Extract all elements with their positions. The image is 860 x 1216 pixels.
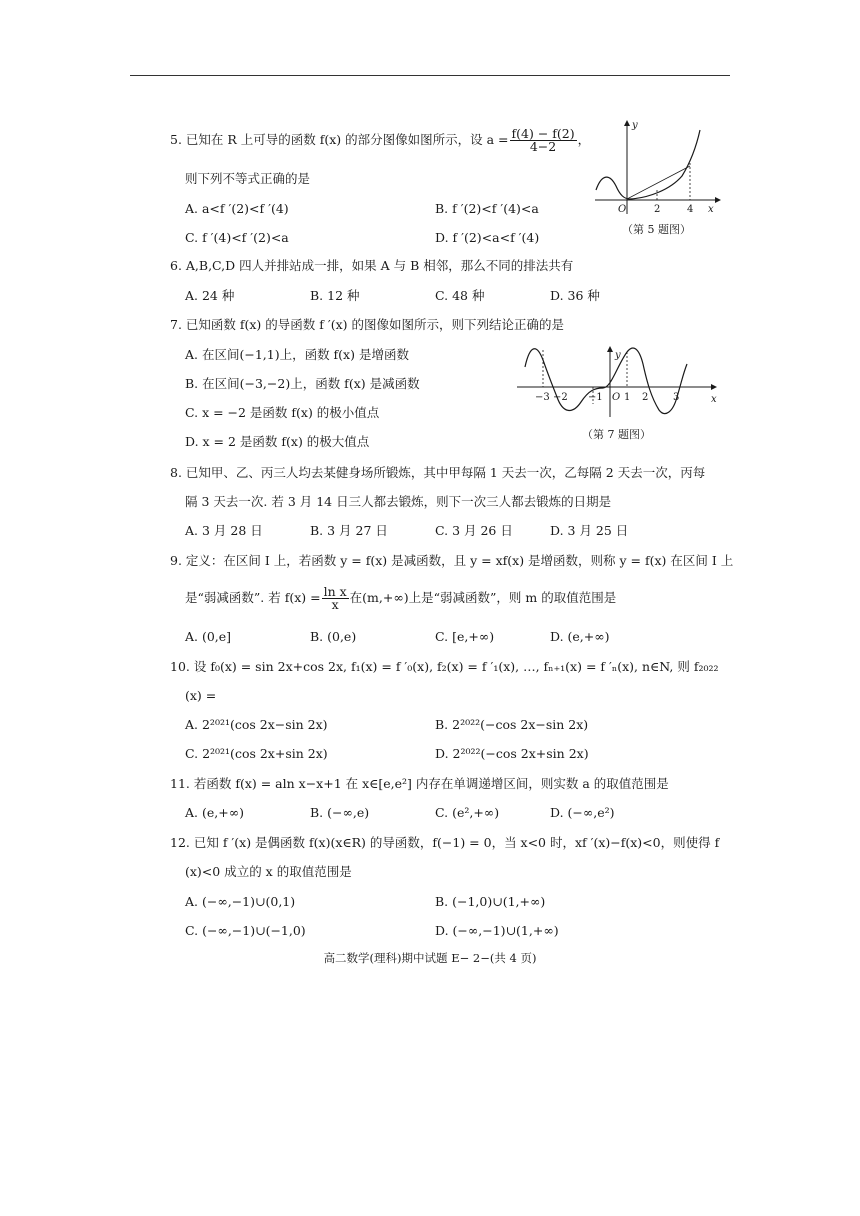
q6-stem: 6. A,B,C,D 四人并排站成一排，如果 A 与 B 相邻，那么不同的排法共有 (170, 258, 574, 273)
q7-x-arrow-icon (711, 384, 717, 390)
q7-option-d: D. x = 2 是函数 f(x) 的极大值点 (185, 434, 370, 449)
q12-option-b: B. (−1,0)∪(1,+∞) (435, 894, 546, 909)
q10-line2: (x) = (185, 688, 217, 703)
q5-tick-2: 2 (654, 204, 661, 215)
q5-curve (596, 130, 700, 199)
q7-tick-3: 3 (673, 392, 680, 403)
q6-option-b: B. 12 种 (310, 288, 360, 303)
q5-option-c: C. f ′(4)<f ′(2)<a (185, 230, 289, 245)
q5-stem-comma: ， (577, 132, 591, 147)
q9-line1: 9. 定义：在区间 I 上，若函数 y = f(x) 是减函数，且 y = xf(x) 是增函数，则称 y = f(x) 在区间 I 上 (170, 553, 734, 568)
q5-figure (590, 118, 725, 218)
q11-option-b: B. (−∞,e) (310, 805, 370, 820)
q10-line1: 10. 设 f₀(x) = sin 2x+cos 2x, f₁(x) = f ′₀(x), f₂(x) = f ′₁(x), …, fₙ₊₁(x) = f ′ₙ(x), n∈N, 则 f₂₀₂₂ (170, 659, 719, 674)
q7-label-origin: O (612, 392, 621, 403)
q6-option-a: A. 24 种 (185, 288, 235, 303)
q5-tick-4: 4 (687, 204, 694, 215)
q5-secant (627, 166, 690, 199)
q8-option-b: B. 3 月 27 日 (310, 523, 388, 538)
q10-option-a: A. 2²⁰²¹(cos 2x−sin 2x) (185, 717, 328, 732)
q8-option-d: D. 3 月 25 日 (550, 523, 629, 538)
q5-frac-den: 4−2 (529, 139, 557, 154)
q7-label-x: x (711, 394, 717, 405)
q11-option-c: C. (e²,+∞) (435, 805, 500, 820)
q12-line1: 12. 已知 f ′(x) 是偶函数 f(x)(x∈R) 的导函数，f(−1) = 0，当 x<0 时，xf ′(x)−f(x)<0，则使得 f (170, 835, 720, 850)
q9-option-b: B. (0,e) (310, 629, 357, 644)
q5-option-b: B. f ′(2)<f ′(4)<a (435, 201, 539, 216)
page-footer: 高二数学(理科)期中试题 E− 2−(共 4 页) (323, 951, 537, 965)
q10-option-c: C. 2²⁰²¹(cos 2x+sin 2x) (185, 746, 328, 761)
q5-option-a: A. a<f ′(2)<f ′(4) (185, 201, 289, 216)
q7-option-b: B. 在区间(−3,−2)上，函数 f(x) 是减函数 (185, 376, 420, 391)
q7-stem: 7. 已知函数 f(x) 的导函数 f ′(x) 的图像如图所示，则下列结论正确的是 (170, 317, 564, 332)
q11-option-d: D. (−∞,e²) (550, 805, 615, 820)
q9-line2 (185, 586, 616, 611)
q6-option-d: D. 36 种 (550, 288, 600, 303)
q7-tick-2: 2 (642, 392, 649, 403)
q7-option-c: C. x = −2 是函数 f(x) 的极小值点 (185, 405, 380, 420)
q9-frac-num: ln x (323, 584, 347, 599)
q10-option-d: D. 2²⁰²²(−cos 2x+sin 2x) (435, 746, 589, 761)
q5-frac-num: f(4) − f(2) (511, 126, 575, 141)
q5-option-d: D. f ′(2)<a<f ′(4) (435, 230, 540, 245)
q9-option-a: A. (0,e] (185, 629, 232, 644)
q8-line2: 隔 3 天去一次. 若 3 月 14 日三人都去锻炼，则下一次三人都去锻炼的日期是 (185, 494, 612, 509)
q7-tick-neg2: −2 (553, 392, 568, 403)
q9-fraction (322, 586, 349, 611)
q9-option-c: C. [e,+∞) (435, 629, 495, 644)
q7-tick-1: 1 (624, 392, 631, 403)
q8-option-c: C. 3 月 26 日 (435, 523, 513, 538)
q5-y-arrow-icon (624, 120, 630, 126)
q6-option-c: C. 48 种 (435, 288, 485, 303)
q7-label-y: y (615, 350, 621, 361)
q9-option-d: D. (e,+∞) (550, 629, 610, 644)
q9-frac-den: x (331, 597, 339, 612)
q7-tick-neg1: −1 (588, 392, 603, 403)
q7-option-a: A. 在区间(−1,1)上，函数 f(x) 是增函数 (185, 347, 409, 362)
q5-caption: （第 5 题图） (622, 223, 691, 236)
q9-line2-rest: 在(m,+∞)上是“弱减函数”，则 m 的取值范围是 (349, 590, 617, 605)
q9-line2-text: 是“弱减函数”. 若 f(x) = (185, 590, 321, 605)
q8-line1: 8. 已知甲、乙、丙三人均去某健身场所锻炼，其中甲每隔 1 天去一次，乙每隔 2 天去一次，丙每 (170, 465, 706, 480)
q7-y-arrow-icon (607, 346, 613, 352)
q7-derivative-curve (525, 348, 687, 414)
q8-option-a: A. 3 月 28 日 (185, 523, 263, 538)
q5-label-y: y (632, 120, 638, 131)
q5-label-x: x (708, 204, 714, 215)
q7-figure (515, 342, 725, 422)
q7-tick-neg3: −3 (535, 392, 550, 403)
top-rule (130, 75, 730, 76)
q12-option-a: A. (−∞,−1)∪(0,1) (185, 894, 296, 909)
q7-caption: （第 7 题图） (582, 428, 651, 441)
q12-line2: (x)<0 成立的 x 的取值范围是 (185, 864, 352, 879)
q5-label-origin: O (618, 204, 627, 215)
q5-line2: 则下列不等式正确的是 (185, 171, 311, 186)
q11-option-a: A. (e,+∞) (185, 805, 244, 820)
q10-option-b: B. 2²⁰²²(−cos 2x−sin 2x) (435, 717, 589, 732)
q12-option-d: D. (−∞,−1)∪(1,+∞) (435, 923, 559, 938)
q5-stem (170, 128, 590, 153)
q11-stem: 11. 若函数 f(x) = aln x−x+1 在 x∈[e,e²] 内存在单调递增区间，则实数 a 的取值范围是 (170, 776, 669, 791)
q12-option-c: C. (−∞,−1)∪(−1,0) (185, 923, 306, 938)
q5-stem-text: 5. 已知在 R 上可导的函数 f(x) 的部分图像如图所示，设 a = (170, 132, 509, 147)
q5-x-arrow-icon (715, 197, 721, 203)
q5-fraction (510, 128, 577, 153)
